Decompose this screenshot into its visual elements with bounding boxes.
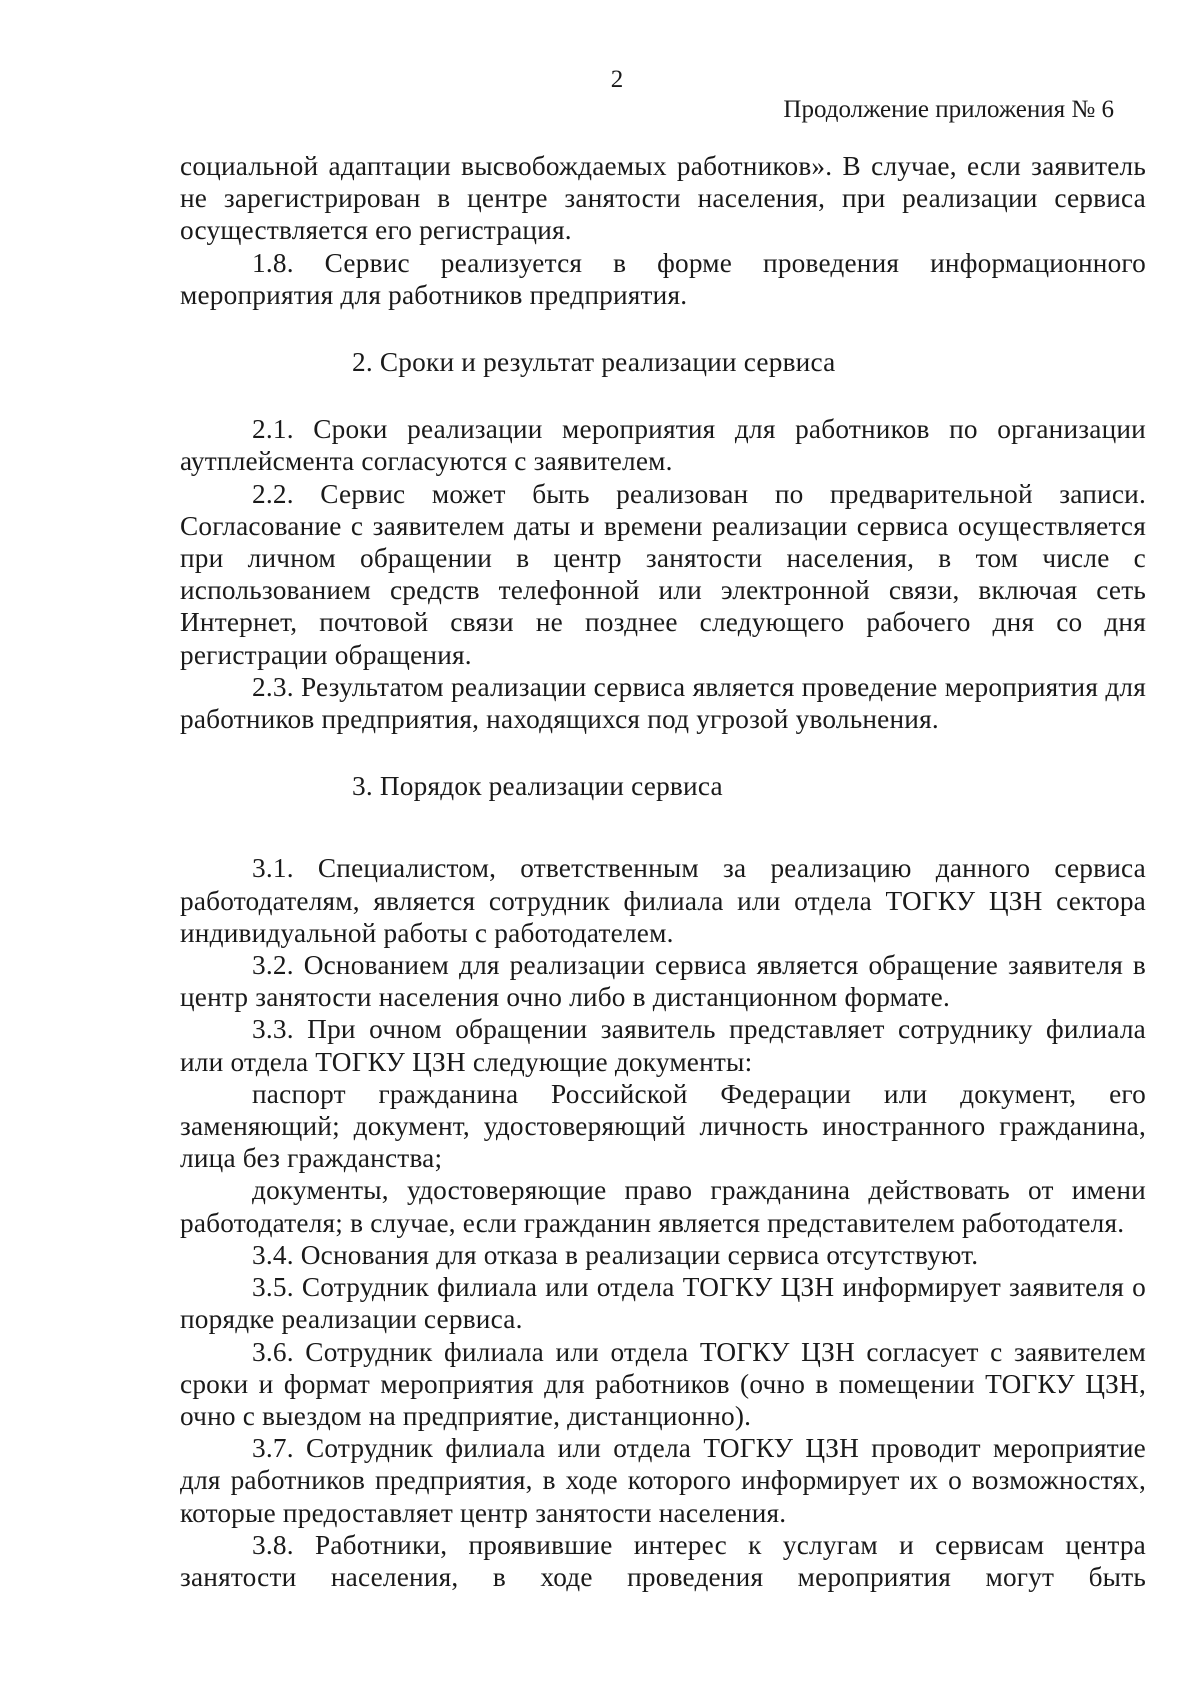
paragraph-3-5: 3.5. Сотрудник филиала или отдела ТОГКУ ЦЗН информирует заявителя о порядке реализации сервиса. (180, 1272, 1146, 1335)
paragraph-1-8: 1.8. Сервис реализуется в форме проведения информационного мероприятия для работников предприятия. (180, 247, 1146, 310)
section-3-title: 3. Порядок реализации сервиса (352, 771, 723, 802)
paragraph-3-1: 3.1. Специалистом, ответственным за реализацию данного сервиса работодателям, является сотрудник филиала или отдела ТОГКУ ЦЗН сектора индивидуальной работы с работодателем. (180, 853, 1146, 948)
section-2-title: 2. Сроки и результат реализации сервиса (352, 347, 836, 378)
paragraph-2-2: 2.2. Сервис может быть реализован по предварительной записи. Согласование с заявителем даты и времени реализации сервиса осуществляется при личном обращении в центр занятости населения, в том числе с использованием средств телефонной или электронной связи, включая сеть Интернет, почтовой связи не позднее следующего рабочего дня со дня регистрации обращения. (180, 478, 1146, 670)
paragraph-3-3-documents-a: паспорт гражданина Российской Федерации или документ, его заменяющий; документ, удостоверяющий личность иностранного гражданина, лица без гражданства; (180, 1078, 1146, 1174)
paragraph-3-6: 3.6. Сотрудник филиала или отдела ТОГКУ ЦЗН согласует с заявителем сроки и формат мероприятия для работников (очно в помещении ТОГКУ ЦЗН, очно с выездом на предприятие, дистанционно). (180, 1336, 1146, 1431)
paragraph-3-2: 3.2. Основанием для реализации сервиса является обращение заявителя в центр занятости населения очно либо в дистанционном формате. (180, 950, 1146, 1013)
paragraph-3-3: 3.3. При очном обращении заявитель представляет сотруднику филиала или отдела ТОГКУ ЦЗН следующие документы: (180, 1014, 1146, 1077)
paragraph-3-4: 3.4. Основания для отказа в реализации сервиса отсутствуют. (252, 1239, 979, 1270)
paragraph-3-8: 3.8. Работники, проявившие интерес к услугам и сервисам центра занятости населения, в ходе проведения мероприятия могут быть (180, 1529, 1146, 1592)
paragraph-intro: социальной адаптации высвобождаемых работников». В случае, если заявитель не зарегистрирован в центре занятости населения, при реализации сервиса осуществляется его регистрация. (180, 151, 1146, 246)
document-body (180, 150, 1146, 1593)
paragraph-3-3-documents-b: документы, удостоверяющие право гражданина действовать от имени работодателя; в случае, если гражданин является представителем работодателя. (180, 1175, 1146, 1238)
paragraph-2-3: 2.3. Результатом реализации сервиса является проведение мероприятия для работников предприятия, находящихся под угрозой увольнения. (180, 671, 1146, 735)
paragraph-3-7: 3.7. Сотрудник филиала или отдела ТОГКУ ЦЗН проводит мероприятие для работников предприятия, в ходе которого информирует их о возможностях, которые предоставляет центр занятости населения. (180, 1433, 1146, 1528)
paragraph-2-1: 2.1. Сроки реализации мероприятия для работников по организации аутплейсмента согласуются с заявителем. (180, 414, 1146, 477)
page-number: 2 (610, 66, 624, 93)
running-header: Продолжение приложения № 6 (783, 96, 1114, 123)
